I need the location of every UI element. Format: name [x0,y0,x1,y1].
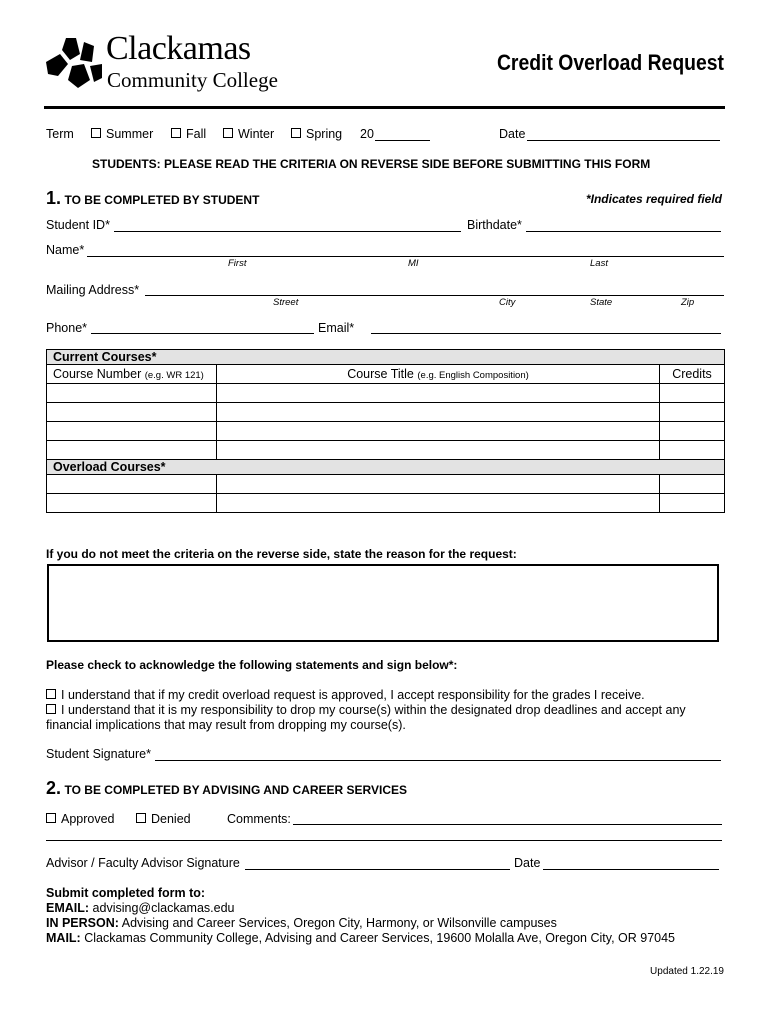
city-caption: City [499,297,516,308]
acknowledge-checkbox-1[interactable] [46,689,56,699]
form-title: Credit Overload Request [497,50,724,75]
approved-option[interactable]: Approved [46,812,115,826]
credits-header: Credits [660,365,725,384]
course-number-cell[interactable] [47,384,217,403]
submit-in-person-line: IN PERSON: Advising and Career Services, Oregon City, Harmony, or Wilsonville campuses [46,916,557,930]
student-signature-field[interactable] [155,760,721,761]
credits-cell[interactable] [660,384,725,403]
student-id-field[interactable] [114,231,461,232]
year-field[interactable] [375,140,430,141]
name-field[interactable] [87,256,724,257]
credits-cell[interactable] [660,403,725,422]
term-label: Term [46,127,74,141]
name-label: Name* [46,243,85,257]
course-number-header: Course Number (e.g. WR 121) [47,365,217,384]
acknowledge-statement-1[interactable]: I understand that if my credit overload request is approved, I accept responsibility for the grades I receive. [46,688,645,702]
overload-courses-header-row [47,460,725,475]
course-number-cell[interactable] [47,475,217,494]
name-last-caption: Last [590,258,608,269]
course-title-header: Course Title (e.g. English Composition) [217,365,660,384]
term-option-spring[interactable]: Spring [291,127,342,141]
header-divider [44,106,725,109]
table-row [47,422,725,441]
phone-label: Phone* [46,321,88,335]
notice-text: STUDENTS: PLEASE READ THE CRITERIA ON REVERSE SIDE BEFORE SUBMITTING THIS FORM [92,157,651,171]
credits-cell[interactable] [660,441,725,460]
updated-note: Updated 1.22.19 [650,966,724,977]
overload-courses-header: Overload Courses* [47,460,725,475]
required-note: *Indicates required field [585,192,722,206]
denied-option[interactable]: Denied [136,812,191,826]
course-number-cell[interactable] [47,403,217,422]
fall-checkbox[interactable] [171,128,181,138]
column-header-row [47,365,725,384]
course-number-cell[interactable] [47,422,217,441]
course-number-cell[interactable] [47,494,217,513]
course-title-cell[interactable] [217,422,660,441]
submit-mail-line: MAIL: Clackamas Community College, Advising and Career Services, 19600 Molalla Ave, Oregon City, OR 97045 [46,931,675,945]
date-field[interactable] [527,140,720,141]
phone-field[interactable] [91,333,314,334]
submit-email-link[interactable]: advising@clackamas.edu [92,901,235,915]
name-mi-caption: MI [408,258,419,269]
advisor-date-label: Date [514,856,541,870]
mailing-address-label: Mailing Address* [46,283,140,297]
course-title-cell[interactable] [217,494,660,513]
comments-label: Comments: [227,812,291,826]
denied-checkbox[interactable] [136,813,146,823]
acknowledge-prompt: Please check to acknowledge the following statements and sign below*: [46,658,458,672]
email-label: Email* [318,321,355,335]
acknowledge-statement-2-cont: financial implications that may result from dropping my course(s). [46,718,406,732]
email-field[interactable] [371,333,721,334]
reason-prompt: If you do not meet the criteria on the reverse side, state the reason for the request: [46,547,517,561]
approved-checkbox[interactable] [46,813,56,823]
summer-checkbox[interactable] [91,128,101,138]
current-courses-header: Current Courses* [47,350,725,365]
credits-cell[interactable] [660,475,725,494]
course-title-cell[interactable] [217,475,660,494]
submit-heading: Submit completed form to: [46,886,206,900]
logo-subtitle: Community College [107,68,278,92]
comments-field-line2[interactable] [46,840,722,841]
table-row [47,475,725,494]
date-label: Date [499,127,526,141]
table-row [47,384,725,403]
student-signature-label: Student Signature* [46,747,151,761]
course-title-cell[interactable] [217,403,660,422]
term-option-fall[interactable]: Fall [171,127,206,141]
credits-cell[interactable] [660,494,725,513]
street-caption: Street [273,297,299,308]
current-courses-header-row [47,350,725,365]
acknowledge-checkbox-2[interactable] [46,704,56,714]
mailing-address-field[interactable] [145,295,724,296]
advisor-signature-field[interactable] [245,869,510,870]
student-id-label: Student ID* [46,218,110,232]
table-row [47,494,725,513]
birthdate-field[interactable] [526,231,721,232]
zip-caption: Zip [681,297,695,308]
name-first-caption: First [228,258,247,269]
course-title-cell[interactable] [217,384,660,403]
courses-table [46,349,725,513]
logo-wordmark: Clackamas [106,30,251,67]
spring-checkbox[interactable] [291,128,301,138]
college-logo-icon [44,36,104,92]
advisor-signature-label: Advisor / Faculty Advisor Signature [46,856,240,870]
winter-checkbox[interactable] [223,128,233,138]
section1-heading: 1. TO BE COMPLETED BY STUDENT [46,188,260,208]
term-option-winter[interactable]: Winter [223,127,274,141]
comments-field[interactable] [293,824,722,825]
state-caption: State [590,297,613,308]
advisor-date-field[interactable] [543,869,719,870]
course-title-cell[interactable] [217,441,660,460]
table-row [47,403,725,422]
section2-heading: 2. TO BE COMPLETED BY ADVISING AND CAREER SERVICES [46,778,407,798]
submit-email-line: EMAIL: advising@clackamas.edu [46,901,235,915]
birthdate-label: Birthdate* [467,218,522,232]
credits-cell[interactable] [660,422,725,441]
table-row [47,441,725,460]
reason-textarea[interactable] [47,564,719,642]
course-number-cell[interactable] [47,441,217,460]
term-option-summer[interactable]: Summer [91,127,153,141]
acknowledge-statement-2[interactable]: I understand that it is my responsibility to drop my course(s) within the designated drop deadlines and accept any [46,703,686,717]
year-prefix: 20 [360,127,374,141]
